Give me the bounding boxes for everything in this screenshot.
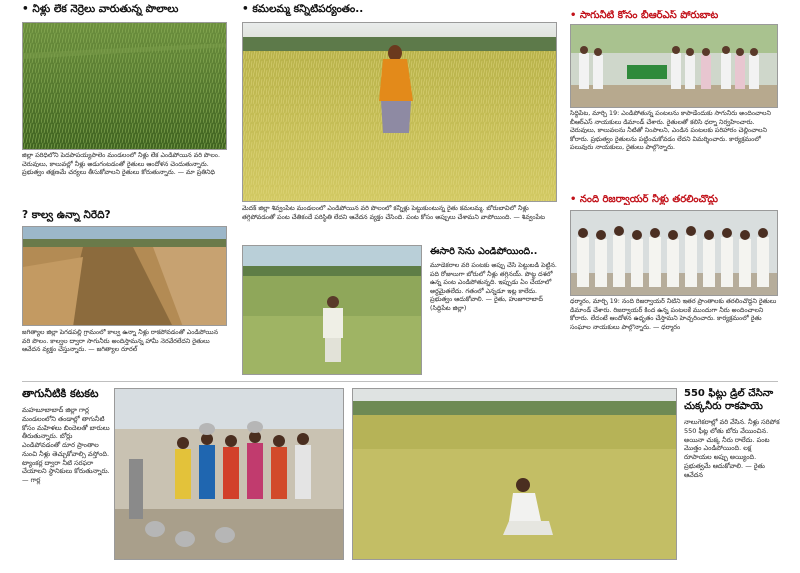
brs-protest-photo bbox=[570, 24, 778, 108]
elderly-farmer-photo bbox=[242, 245, 422, 375]
headline-cracked-fields: • నీళ్లు లేక నెర్రెలు వారుతున్న పొలాలు bbox=[22, 4, 179, 15]
caption-cracked-fields: జిల్లా పరిధిలోని పెదపాపయ్యపాలెం మండలంలో నీళ్లు లేక ఎండిపోయిన వరి పొలం. చెరువులు, కాలువల్లో నీళ్లు అడుగంటడంతో రైతులు ఆందోళన చెందుతున్నారు. ప్రభుత్వం తక్షణమే చర్యలు తీసుకోవాలని రైతులు కోరుతున్నారు. — మా ప్రతినిధి bbox=[22, 152, 220, 176]
farmer-grief-field-photo bbox=[352, 388, 677, 560]
headline-drinking-water: తాగునీటికి కటకట bbox=[22, 388, 99, 400]
headline-this-time-dried: ఈసారి సేను ఎండిపోయింది.. bbox=[430, 247, 538, 257]
dry-paddy-photo bbox=[22, 22, 227, 150]
headline-brs-protest: • సాగునీటి కోసం బీఆర్‌ఎస్ పోరుబాట bbox=[570, 10, 719, 21]
caption-this-time-dried: మూడెకరాల వరి పంటకు అప్పు చేసి పెట్టుబడి పెట్టిన. పది రోజులుగా బోరులో నీళ్లు తగ్గినయ్. పొట్ట దశలో ఉన్న పంట ఎండిపోతున్నది. ఇప్పుడు ఏం చేయాలో అర్థమైతలేదు. గతంలో ఎన్నడూ ఇట్ల కాలేదు. ప్రభుత్వం ఆదుకోవాలి. — రైతు, హుజూరాబాద్ (సిద్దిపేట జిల్లా) bbox=[430, 262, 557, 312]
caption-brs-protest: సిద్దిపేట, మార్చి 19: ఎండిపోతున్న పంటలను కాపాడేందుకు సాగునీరు అందించాలని బీఆర్‌ఎస్ నాయకులు డిమాండ్ చేశారు. రైతులతో కలిసి ధర్నా నిర్వహించారు. చెరువులు, కాలువలను నీటితో నింపాలని, ఎండిన పంటలకు పరిహారం చెల్లించాలని కోరారు. ప్రభుత్వం రైతులను పట్టించుకోవడం లేదని విమర్శించారు. కార్యక్రమంలో పలువురు నాయకులు, రైతులు పాల్గొన్నారు. bbox=[570, 110, 771, 151]
headline-nandi-reservoir: • నంది రిజర్వాయర్ నీళ్లు తరలించొద్దు bbox=[570, 194, 718, 205]
farmer-in-field-photo bbox=[242, 22, 557, 202]
dry-canal-photo bbox=[22, 226, 227, 326]
headline-canal: ? కాల్వ ఉన్నా నీరేది? bbox=[22, 210, 111, 221]
body-drinking-water: మహబూబాబాద్ జిల్లా గార్ల మండలంలోని తండాల్లో తాగునీటి కోసం మహిళలు బిందెలతో బారులు తీరుతున్నారు. బోర్లు ఎండిపోవడంతో దూర ప్రాంతాల నుంచి నీళ్లు తెచ్చుకోవాల్సి వస్తోంది. ట్యాంకర్ల ద్వారా నీటి సరఫరా చేయాలని స్థానికులు కోరుతున్నారు. — గార్ల bbox=[22, 406, 110, 485]
headline-kamalamma: • కమలమ్మ కన్నీటిపర్యంతం.. bbox=[242, 4, 364, 15]
caption-nandi-reservoir: ధర్మారం, మార్చి 19: నంది రిజర్వాయర్ నీటిని ఇతర ప్రాంతాలకు తరలించొద్దని రైతులు డిమాండ్ చేశారు. రిజర్వాయర్ కింద ఉన్న పంటలకే ముందుగా నీరు అందించాలని కోరారు. లేదంటే ఆందోళన ఉధృతం చేస్తామని హెచ్చరించారు. కార్యక్రమంలో రైతు సంఘాల నాయకులు పాల్గొన్నారు. — ధర్మారం bbox=[570, 298, 777, 331]
headline-550-feet: 550 ఫీట్లు డ్రిల్ చేసినా చుక్కనీరు రాకపాయె bbox=[684, 388, 774, 412]
body-550-feet: నాలుగెకరాల్లో వరి వేసిన. నీళ్లు సరిపోక 550 ఫీట్ల లోతు బోరు వేయించిన. అయినా చుక్క నీరు రాలేదు. పంట మొత్తం ఎండిపోయింది. లక్ష రూపాయల అప్పు అయ్యింది. ప్రభుత్వమే ఆదుకోవాలి. — రైతు ఆవేదన bbox=[684, 418, 780, 479]
reservoir-protest-photo bbox=[570, 210, 778, 296]
caption-kamalamma: మెదక్ జిల్లా శివ్వంపేట మండలంలో ఎండిపోయిన వరి పొలంలో కన్నీళ్లు పెట్టుకుంటున్న రైతు కమలమ్మ. బోరుబావిలో నీళ్లు తగ్గిపోవడంతో పంట చేతికందే పరిస్థితి లేదని ఆవేదన వ్యక్తం చేసింది. పంట కోసం అప్పులు చేశామని వాపోయింది. — శివ్వంపేట bbox=[242, 205, 545, 221]
section-divider bbox=[22, 381, 778, 382]
women-water-pots-photo bbox=[114, 388, 344, 560]
caption-canal: జగిత్యాల జిల్లా పెగడపల్లి గ్రామంలో కాల్వ ఉన్నా నీళ్లు రాకపోవడంతో ఎండిపోయిన వరి పొలం. కాల్వల ద్వారా సాగునీరు అందిస్తామన్న హామీ నెరవేరలేదని రైతులు ఆవేదన వ్యక్తం చేస్తున్నారు. — జగిత్యాల రూరల్ bbox=[22, 329, 219, 353]
